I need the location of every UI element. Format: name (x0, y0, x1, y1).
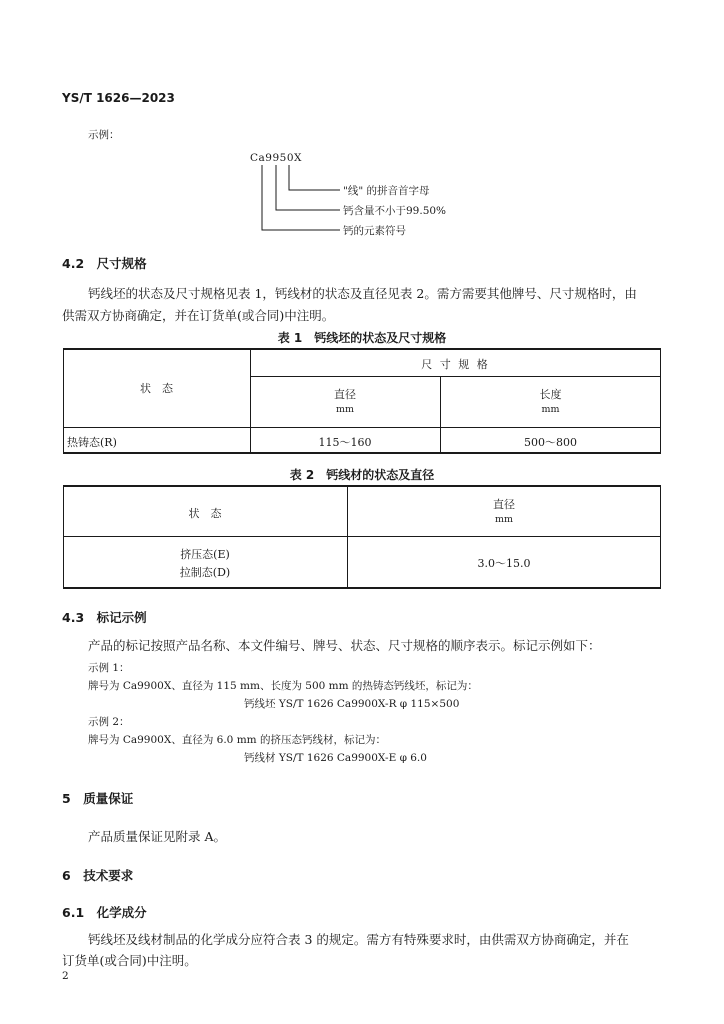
table1-header-length: 长度 (539, 388, 562, 401)
example-2-label: 示例 2： (88, 716, 130, 728)
section-5-para: 产品质量保证见附录 A。 (88, 829, 227, 844)
table1-row-state: 热铸态(R) (67, 436, 117, 449)
section-4-2-para-line-1: 钙线坯的状态及尺寸规格见表 1，钙线材的状态及直径见表 2。需方需要其他牌号、尺寸规格时，由 (88, 286, 637, 301)
section-4-2-para-line-2: 供需双方协商确定，并在订货单(或合同)中注明。 (62, 308, 335, 323)
table2-diameter-range: 3.0～15.0 (477, 557, 531, 570)
section-5-title: 5 质量保证 (62, 791, 134, 806)
table2-header-diameter-unit: mm (494, 514, 514, 525)
table2-header-diameter: 直径 (493, 498, 515, 511)
table1-header-state: 状 态 (140, 382, 173, 395)
example-label: 示例： (88, 129, 120, 141)
table1-row-length: 500～800 (524, 436, 577, 449)
table1-row-diameter: 115～160 (318, 436, 372, 449)
example-2-mark: 钙线材 YS/T 1626 Ca9900X-E φ 6.0 (244, 752, 427, 764)
section-6-1-title: 6.1 化学成分 (62, 905, 147, 920)
table1-header-length-unit: mm (541, 404, 560, 415)
table2-header-state: 状 态 (188, 507, 222, 520)
example-note-2: 钙含量不小于99.50% (343, 205, 447, 217)
section-6-1-para-line-1: 钙线坯及线材制品的化学成分应符合表 3 的规定。需方有特殊要求时，由供需双方协商确定，并在 (88, 932, 629, 947)
section-6-title: 6 技术要求 (62, 868, 134, 883)
table2 (63, 485, 661, 589)
example-1-mark: 钙线坯 YS/T 1626 Ca9900X-R φ 115×500 (244, 698, 460, 710)
section-6-1-para-line-2: 订货单(或合同)中注明。 (62, 953, 197, 968)
table2-state-drawn: 拉制态(D) (179, 566, 231, 579)
table2-state-extruded: 挤压态(E) (180, 548, 230, 561)
table2-caption: 表 2 钙线材的状态及直径 (289, 468, 435, 482)
section-4-3-title: 4.3 标记示例 (62, 610, 147, 625)
table1-header-size: 尺 寸 规 格 (421, 358, 490, 371)
example-note-3: 钙的元素符号 (343, 225, 406, 237)
section-4-3-para: 产品的标记按照产品名称、本文件编号、牌号、状态、尺寸规格的顺序表示。标记示例如下： (88, 638, 601, 653)
table1-header-diameter-unit: mm (335, 404, 355, 415)
table1-caption: 表 1 钙线坯的状态及尺寸规格 (277, 331, 447, 345)
example-2-text: 牌号为 Ca9900X、直径为 6.0 mm 的挤压态钙线材，标记为： (88, 734, 386, 746)
standard-number: YS/T 1626—2023 (62, 91, 175, 105)
example-1-text: 牌号为 Ca9900X、直径为 115 mm、长度为 500 mm 的热铸态钙线坯，标记为： (88, 680, 478, 692)
table1-header-diameter: 直径 (334, 388, 356, 401)
section-4-2-title: 4.2 尺寸规格 (62, 256, 147, 271)
example-note-1: "线" 的拼音首字母 (343, 185, 430, 197)
page-number: 2 (62, 970, 69, 982)
example-code: Ca9950X (250, 152, 302, 164)
example-1-label: 示例 1： (88, 662, 130, 674)
example-connector-lines (0, 0, 724, 260)
table1 (63, 348, 661, 454)
